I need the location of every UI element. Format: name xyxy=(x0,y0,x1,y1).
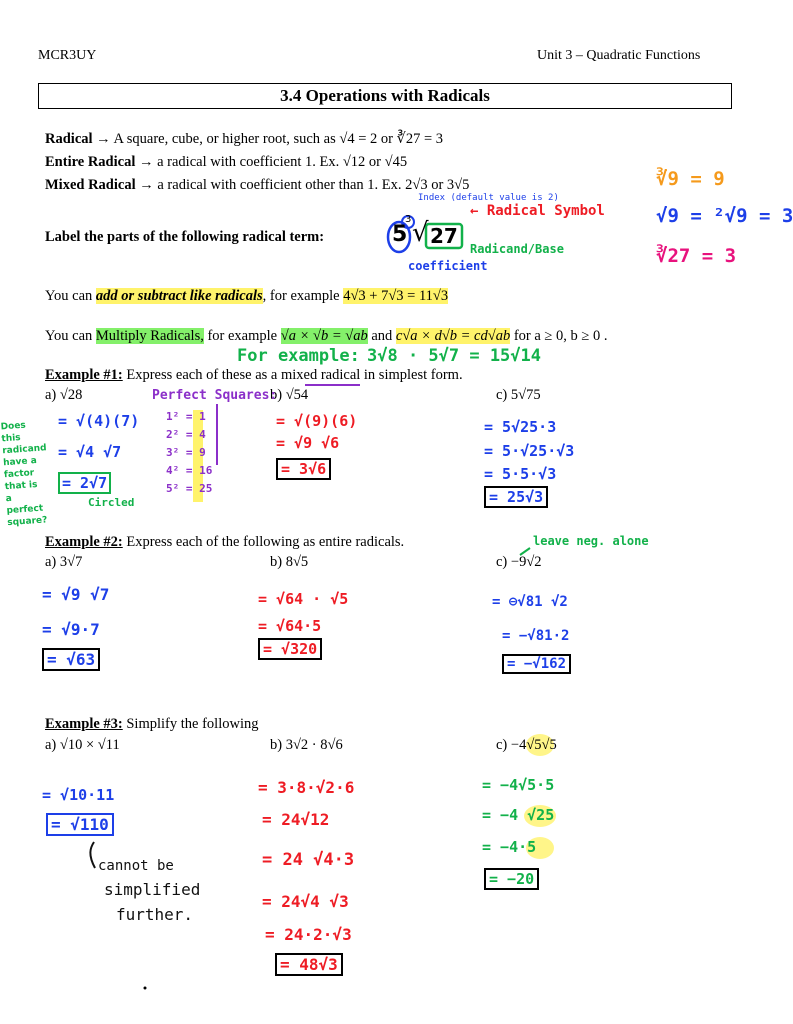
def-entire-radical xyxy=(45,154,407,171)
hand-for-example: For example: xyxy=(237,346,360,366)
hand-square-2: 2² = 4 xyxy=(166,428,206,441)
arrow-glyph: → xyxy=(139,177,154,193)
ex1-a: a) √28 xyxy=(45,387,83,403)
radical-index: 3 xyxy=(405,214,412,225)
ex3-label: Example #3: xyxy=(45,716,123,732)
ex3-b: b) 3√2 · 8√6 xyxy=(270,737,343,753)
ex2-b: b) 8√5 xyxy=(270,554,309,570)
hand-cannot-3: further. xyxy=(116,905,194,924)
ex1c-step2: = 5·√25·√3 xyxy=(484,442,575,460)
ex3a-answer: = √110 xyxy=(46,813,114,836)
ex1a-step3 xyxy=(58,474,111,492)
def-text: A square, cube, or higher root, such as √4 = 2 or ∛27 = 3 xyxy=(110,131,444,147)
ex1-text-end: in simplest form. xyxy=(360,367,463,383)
ex3-heading xyxy=(45,716,258,733)
mult-and: and xyxy=(367,328,396,344)
ex3-a: a) √10 × √11 xyxy=(45,737,120,753)
arrow-glyph: → xyxy=(96,131,111,147)
ex2-text: Express each of the following as entire radicals. xyxy=(122,534,405,550)
hand-cannot-2: simplified xyxy=(104,880,201,899)
hand-cube9: ∛9 = 9 xyxy=(656,168,725,190)
def-term: Mixed Radical xyxy=(45,177,136,193)
hand-square-1: 1² = 1 xyxy=(166,410,206,423)
hand-circled: Circled xyxy=(88,496,135,509)
ex1-text: Express each of these as a xyxy=(122,367,281,383)
mult-pre: You can xyxy=(45,328,96,344)
radical-sign: √ xyxy=(412,218,429,248)
def-term: Entire Radical xyxy=(45,154,136,170)
mult-line xyxy=(45,328,607,345)
ex1-c: c) 5√75 xyxy=(496,387,541,403)
ex3b-step6 xyxy=(275,955,343,974)
ex1-underlined: mixed radical xyxy=(280,367,361,383)
ex2-heading xyxy=(45,534,404,551)
ex1b-step1: = √(9)(6) xyxy=(276,412,358,430)
label-prompt: Label the parts of the following radical term: xyxy=(45,229,325,245)
ex1a-answer: = 2√7 xyxy=(58,472,111,494)
ex1c-step3: = 5·5·√3 xyxy=(484,465,557,483)
ex3c-step3: = −4·5 xyxy=(482,838,537,856)
ex3b-step2: = 24√12 xyxy=(262,810,330,829)
cannot-arrow xyxy=(90,842,95,868)
ex2-label: Example #2: xyxy=(45,534,123,550)
def-term: Radical xyxy=(45,131,93,147)
add-highlight: add or subtract like radicals xyxy=(95,288,263,304)
ex2b-step3 xyxy=(258,640,322,658)
ex2-c: c) −9√2 xyxy=(496,554,542,570)
ex2a-step2: = √9·7 xyxy=(42,620,100,639)
ex3a-step1: = √10·11 xyxy=(42,786,115,804)
ex3b-step5: = 24·2·√3 xyxy=(265,925,352,944)
ex1b-answer: = 3√6 xyxy=(276,458,331,480)
ex1c-step1: = 5√25·3 xyxy=(484,418,557,436)
stray-dot xyxy=(144,987,147,990)
ex1a-step1: = √(4)(7) xyxy=(58,412,140,430)
add-line xyxy=(45,288,448,305)
ex3b-step4: = 24√4 √3 xyxy=(262,892,349,911)
unit-title: Unit 3 – Quadratic Functions xyxy=(537,48,701,63)
def-mixed-radical xyxy=(45,177,469,194)
radical-radicand: 27 xyxy=(430,224,458,248)
def-radical xyxy=(45,131,443,148)
hand-cube27: ∛27 = 3 xyxy=(656,245,737,267)
ex3b-step1: = 3·8·√2·6 xyxy=(258,778,355,797)
def-text: a radical with coefficient 1. Ex. √12 or √45 xyxy=(153,154,408,170)
add-example: 4√3 + 7√3 = 11√3 xyxy=(343,288,449,304)
ex3c-step2: = −4 √25 xyxy=(482,806,555,824)
ex3c-step1: = −4√5·5 xyxy=(482,776,555,794)
ex3-c: c) −4√5√5 xyxy=(496,737,557,753)
ex2b-step2: = √64·5 xyxy=(258,617,322,635)
ex1a-step2: = √4 √7 xyxy=(58,443,122,461)
ex2b-answer: = √320 xyxy=(258,638,322,660)
hand-square-4: 4² = 16 xyxy=(166,464,213,477)
add-mid: , for example xyxy=(262,288,344,304)
hand-leave-neg: leave neg. alone xyxy=(533,534,649,548)
ex2-a: a) 3√7 xyxy=(45,554,83,570)
hand-perfect-squares: Perfect Squares: xyxy=(152,388,278,403)
ex3-text: Simplify the following xyxy=(122,716,259,732)
hand-sq9: √9 = ²√9 = 3 xyxy=(656,205,793,227)
ex1b-step2: = √9 √6 xyxy=(276,434,340,452)
mult-highlight: Multiply Radicals, xyxy=(95,328,204,344)
ex3c-step4 xyxy=(484,870,539,888)
course-code: MCR3UY xyxy=(38,48,97,63)
ex2a-answer: = √63 xyxy=(42,648,100,671)
def-text: a radical with coefficient other than 1. Ex. 2√3 or 3√5 xyxy=(153,177,470,193)
mult-cond: for a ≥ 0, b ≥ 0 . xyxy=(510,328,608,344)
ex1c-answer: = 25√3 xyxy=(484,486,548,508)
hand-coefficient: coefficient xyxy=(408,259,488,273)
ex3c-answer: = −20 xyxy=(484,868,539,890)
ex2c-step3 xyxy=(502,656,571,672)
ex2b-step1: = √64 · √5 xyxy=(258,590,349,608)
ex2a-step1: = √9 √7 xyxy=(42,585,110,604)
ex2c-answer: = −√162 xyxy=(502,654,571,674)
radical-term xyxy=(392,222,407,247)
ex1-heading xyxy=(45,367,463,384)
mult-example-2: c√a × d√b = cd√ab xyxy=(395,328,511,344)
ex1-label: Example #1: xyxy=(45,367,123,383)
hand-square-5: 5² = 25 xyxy=(166,482,213,495)
hand-square-3: 3² = 9 xyxy=(166,446,206,459)
hand-radicand-base: Radicand/Base xyxy=(470,242,564,256)
mult-example-1: √a × √b = √ab xyxy=(280,328,368,344)
radical-coefficient: 5 xyxy=(392,222,408,247)
hand-cannot-1: cannot be xyxy=(98,858,174,874)
ex3b-answer: = 48√3 xyxy=(275,953,343,976)
ex3a-step2 xyxy=(46,815,114,834)
mult-mid: for example xyxy=(203,328,281,344)
ex1c-step4 xyxy=(484,488,548,506)
hand-for-example-eq: 3√8 · 5√7 = 15√14 xyxy=(367,346,541,366)
ex1-b: b) √54 xyxy=(270,387,309,403)
ex3b-step3: = 24 √4·3 xyxy=(262,850,355,870)
page-title: 3.4 Operations with Radicals xyxy=(38,83,732,109)
ex2c-step2: = −√81·2 xyxy=(502,628,570,644)
add-pre: You can xyxy=(45,288,96,304)
ex2a-step3 xyxy=(42,650,100,669)
hand-radical-symbol: ← Radical Symbol xyxy=(470,203,605,219)
hand-side-note: Does this radicand have a factor that is a perfect square? xyxy=(0,420,48,529)
arrow-glyph: → xyxy=(138,154,154,170)
ex1b-step3 xyxy=(276,460,331,478)
hand-index-note: Index (default value is 2) xyxy=(418,193,559,203)
ex2c-step1: = ⊖√81 √2 xyxy=(492,594,568,610)
